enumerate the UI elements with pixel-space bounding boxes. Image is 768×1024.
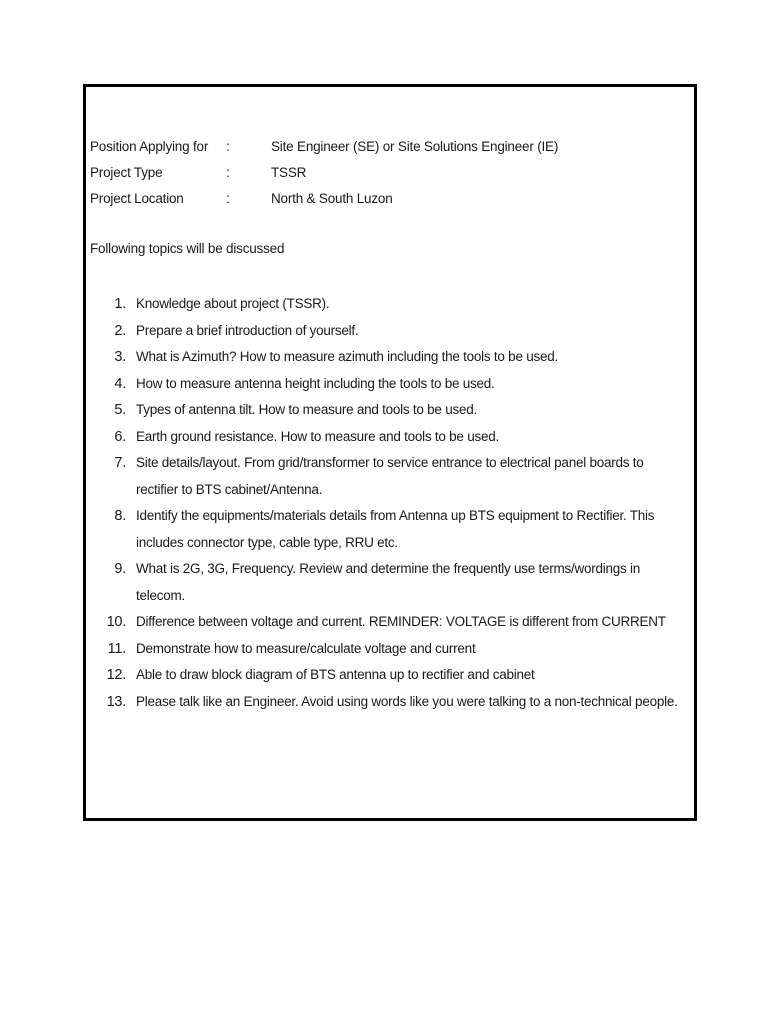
topic-text: Able to draw block diagram of BTS antenna up to rectifier and cabinet: [136, 667, 535, 682]
project-type-separator: :: [226, 165, 230, 180]
topic-number: 8.: [114, 508, 126, 524]
topic-item: [100, 397, 680, 424]
topic-item: [100, 291, 680, 318]
project-type-label: Project Type: [90, 165, 163, 180]
topic-text: Types of antenna tilt. How to measure and tools to be used.: [136, 402, 477, 417]
topic-list: [100, 291, 680, 715]
topic-number: 7.: [114, 455, 126, 471]
position-value: Site Engineer (SE) or Site Solutions Engineer (IE): [271, 139, 559, 154]
topic-item: [100, 609, 680, 636]
topic-text: Prepare a brief introduction of yourself.: [136, 322, 359, 338]
topic-number: 5.: [114, 402, 126, 418]
topic-item: [100, 371, 680, 398]
topic-item: [100, 450, 680, 503]
topic-number: 9.: [114, 561, 126, 577]
topic-item: [100, 662, 680, 689]
topic-text: Site details/layout. From grid/transformer to service entrance to electrical panel boards to rectifier to BTS cabinet/Antenna.: [136, 455, 644, 497]
topic-number: 4.: [114, 375, 126, 392]
topics-intro: Following topics will be discussed: [90, 241, 285, 256]
topic-item: [100, 503, 680, 556]
topic-text: What is Azimuth? How to measure azimuth including the tools to be used.: [136, 349, 558, 364]
topic-text: Please talk like an Engineer. Avoid using words like you were talking to a non-technical people.: [136, 693, 678, 709]
topic-item: [100, 636, 680, 663]
project-location-value: North & South Luzon: [271, 191, 393, 206]
topic-number: 13.: [106, 693, 126, 710]
project-location-separator: :: [226, 191, 230, 206]
topic-item: [100, 556, 680, 609]
topic-text: Identify the equipments/materials details from Antenna up BTS equipment to Rectifier. This includes connector type, cable type, RRU etc.: [136, 508, 655, 550]
project-type-value: TSSR: [271, 165, 307, 180]
topic-number: 11.: [107, 640, 126, 657]
topic-number: 3.: [114, 349, 126, 365]
topic-number: 12.: [106, 667, 126, 683]
topic-text: How to measure antenna height including the tools to be used.: [136, 375, 495, 391]
topic-text: Earth ground resistance. How to measure and tools to be used.: [136, 428, 499, 444]
project-location-label: Project Location: [90, 191, 184, 206]
topic-text: What is 2G, 3G, Frequency. Review and determine the frequently use terms/wordings in telecom.: [136, 561, 640, 603]
topic-item: [100, 318, 680, 345]
topic-text: Difference between voltage and current. REMINDER: VOLTAGE is different from CURRENT: [136, 614, 666, 629]
topic-number: 2.: [114, 322, 126, 339]
topic-number: 10.: [106, 614, 126, 630]
topic-number: 1.: [114, 296, 126, 312]
topic-item: [100, 424, 680, 451]
topic-text: Demonstrate how to measure/calculate voltage and current: [136, 640, 476, 656]
position-label: Position Applying for: [90, 139, 209, 154]
topic-item: [100, 344, 680, 371]
topic-text: Knowledge about project (TSSR).: [136, 296, 330, 311]
topic-item: [100, 689, 680, 716]
topic-number: 6.: [114, 428, 126, 445]
position-separator: :: [226, 139, 230, 154]
